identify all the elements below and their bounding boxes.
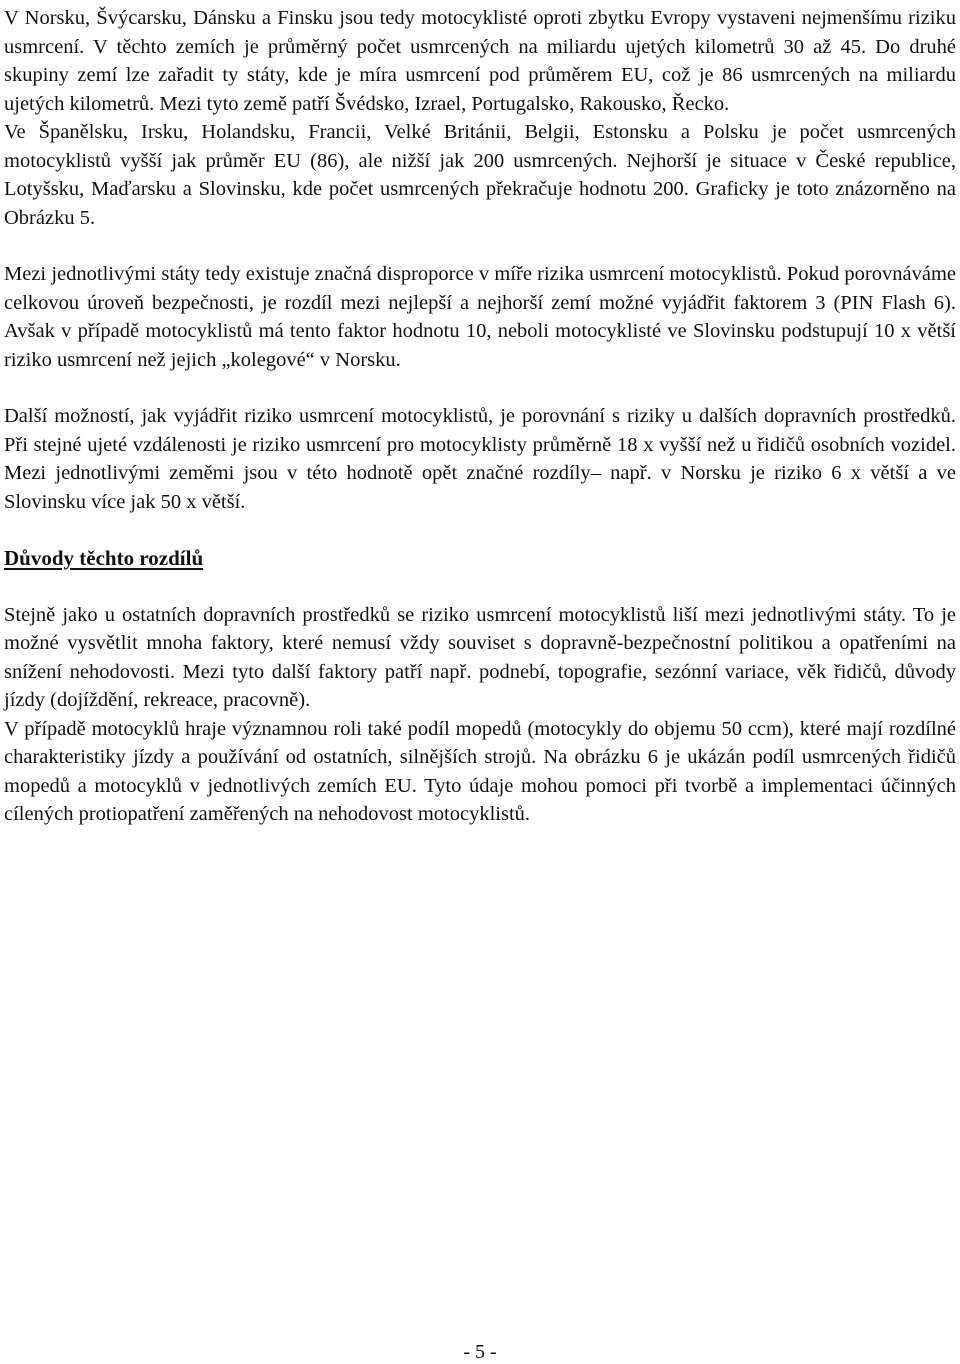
paragraph-other-transport: Další možností, jak vyjádřit riziko usmrcení motocyklistů, je porovnání s riziky u dalších dopravních prostředků. Při stejné ujeté vzdálenosti je riziko usmrcení pro motocyklisty průměrně 18 x vyšší než u řidičů osobních vozidel. Mezi jednotlivými zeměmi jsou v této hodnotě opět značné rozdíly– např. v Norsku je riziko 6 x větší a ve Slovinsku více jak 50 x větší.	[4, 405, 956, 513]
page-number: - 5 -	[463, 1341, 497, 1363]
paragraph-spacer	[4, 516, 956, 544]
paragraph-spacer	[4, 232, 956, 260]
paragraph-riskier-countries: Ve Španělsku, Irsku, Holandsku, Francii, Velké Británii, Belgii, Estonsku a Polsku je počet usmrcených motocyklistů vyšší jak průměr EU (86), ale nižší jak 200 usmrcených. Nejhorší je situace v České republice, Lotyšsku, Maďarsku a Slovinsku, kde počet usmrcených překračuje hodnotu 200. Graficky je toto znázorněno na Obrázku 5.	[4, 121, 956, 229]
paragraph-disproportion: Mezi jednotlivými státy tedy existuje značná disproporce v míře rizika usmrcení motocyklistů. Pokud porovnáváme celkovou úroveň bezpečnosti, je rozdíl mezi nejlepší a nejhorší zemí možné vyjádřit faktorem 3 (PIN Flash 6). Avšak v případě motocyklistů má tento faktor hodnotu 10, neboli motocyklisté ve Slovinsku podstupují 10 x větší riziko usmrcení než jejich „kolegové“ v Norsku.	[4, 263, 956, 371]
paragraph-mopeds: V případě motocyklů hraje významnou roli také podíl mopedů (motocykly do objemu 50 ccm), které mají rozdílné charakteristiky jízdy a používání od ostatních, silnějších strojů. Na obrázku 6 je ukázán podíl usmrcených řidičů mopedů a motocyklů v jednotlivých zemích EU. Tyto údaje mohou pomoci při tvorbě a implementaci účinných cílených protiopatření zaměřených na nehodovost motocyklistů.	[4, 717, 956, 825]
paragraph-reasons: Stejně jako u ostatních dopravních prostředků se riziko usmrcení motocyklistů liší mezi jednotlivými státy. To je možné vysvětlit mnoha faktory, které nemusí vždy souviset s dopravně-bezpečnostní politikou a opatřeními na snížení nehodovosti. Mezi tyto další faktory patří např. podnebí, topografie, sezónní variace, věk řidičů, důvody jízdy (dojíždění, rekreace, pracovně).	[4, 603, 956, 711]
section-heading: Důvody těchto rozdílů	[4, 546, 204, 570]
paragraph-spacer	[4, 374, 956, 402]
paragraph-safest-countries: V Norsku, Švýcarsku, Dánsku a Finsku jsou tedy motocyklisté oproti zbytku Evropy vystaveni nejmenšímu riziku usmrcení. V těchto zemích je průměrný počet usmrcených na miliardu ujetých kilometrů 30 až 45. Do druhé skupiny zemí lze zařadit ty státy, kde je míra usmrcení pod průměrem EU, což je 86 usmrcených na miliardu ujetých kilometrů. Mezi tyto země patří Švédsko, Izrael, Portugalsko, Rakousko, Řecko.	[4, 7, 956, 115]
paragraph-spacer	[4, 573, 956, 601]
